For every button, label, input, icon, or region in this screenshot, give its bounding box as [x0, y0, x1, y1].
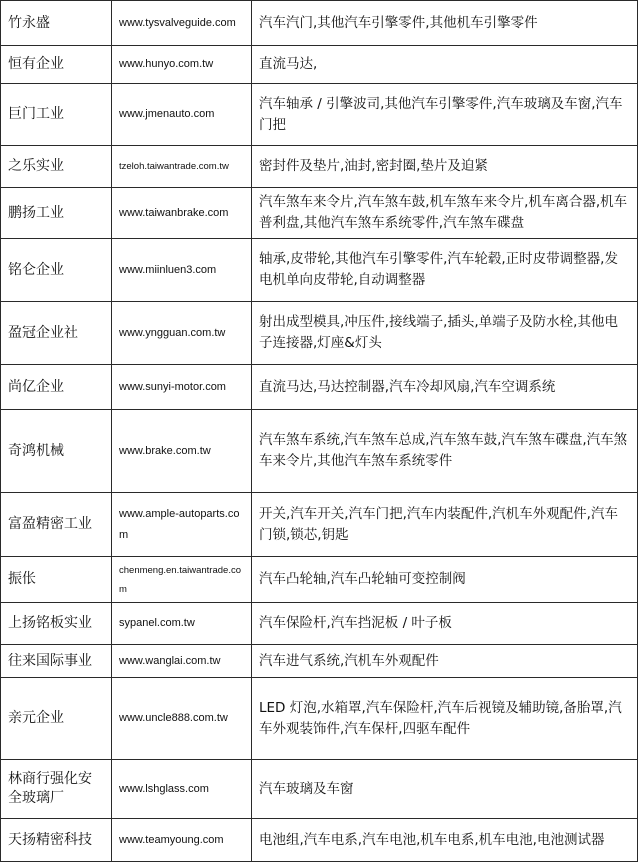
table-row — [1, 146, 638, 188]
company-name-cell: 尚亿企业 — [1, 365, 112, 410]
table-row — [1, 302, 638, 365]
products-cell: 轴承,皮带轮,其他汽车引擎零件,汽车轮毂,正时皮带调整器,发电机单向皮带轮,自动调整器 — [252, 239, 638, 302]
company-name-cell: 富盈精密工业 — [1, 493, 112, 557]
products-cell: 汽车凸轮轴,汽车凸轮轴可变控制阀 — [252, 557, 638, 603]
products-cell: 密封件及垫片,油封,密封圈,垫片及迫紧 — [252, 146, 638, 188]
website-cell: www.tysvalveguide.com — [112, 1, 252, 46]
table-row — [1, 84, 638, 146]
products-cell: 汽车保险杆,汽车挡泥板 / 叶子板 — [252, 603, 638, 645]
website-cell: sypanel.com.tw — [112, 603, 252, 645]
table-row — [1, 678, 638, 760]
website-cell: tzeloh.taiwantrade.com.tw — [112, 146, 252, 188]
company-name-cell: 之乐实业 — [1, 146, 112, 188]
products-cell: 电池组,汽车电系,汽车电池,机车电系,机车电池,电池测试器 — [252, 819, 638, 862]
products-cell: 开关,汽车开关,汽车门把,汽车内装配件,汽机车外观配件,汽车门锁,锁芯,钥匙 — [252, 493, 638, 557]
company-name-cell: 上扬铭板实业 — [1, 603, 112, 645]
table-row — [1, 493, 638, 557]
company-name-cell: 奇鸿机械 — [1, 410, 112, 493]
products-cell: 汽车玻璃及车窗 — [252, 760, 638, 819]
website-cell: chenmeng.en.taiwantrade.com — [112, 557, 252, 603]
products-cell: 汽车汽门,其他汽车引擎零件,其他机车引擎零件 — [252, 1, 638, 46]
website-cell: www.taiwanbrake.com — [112, 188, 252, 239]
company-name-cell: 林商行强化安全玻璃厂 — [1, 760, 112, 819]
company-name-cell: 盈冠企业社 — [1, 302, 112, 365]
website-cell: www.jmenauto.com — [112, 84, 252, 146]
website-cell: www.uncle888.com.tw — [112, 678, 252, 760]
website-cell: www.yngguan.com.tw — [112, 302, 252, 365]
table-row — [1, 819, 638, 862]
products-cell: 汽车煞车系统,汽车煞车总成,汽车煞车鼓,汽车煞车碟盘,汽车煞车来令片,其他汽车煞车系统零件 — [252, 410, 638, 493]
table-row — [1, 603, 638, 645]
table-row — [1, 645, 638, 678]
table-row — [1, 188, 638, 239]
website-cell: www.sunyi-motor.com — [112, 365, 252, 410]
website-cell: www.miinluen3.com — [112, 239, 252, 302]
company-name-cell: 鹏扬工业 — [1, 188, 112, 239]
products-cell: 直流马达, — [252, 46, 638, 84]
table-row — [1, 1, 638, 46]
website-cell: www.hunyo.com.tw — [112, 46, 252, 84]
company-name-cell: 恒有企业 — [1, 46, 112, 84]
products-cell: 直流马达,马达控制器,汽车冷却风扇,汽车空调系统 — [252, 365, 638, 410]
website-cell: www.brake.com.tw — [112, 410, 252, 493]
company-name-cell: 巨门工业 — [1, 84, 112, 146]
website-cell: www.teamyoung.com — [112, 819, 252, 862]
website-cell: www.lshglass.com — [112, 760, 252, 819]
website-cell: www.wanglai.com.tw — [112, 645, 252, 678]
company-name-cell: 天扬精密科技 — [1, 819, 112, 862]
company-name-cell: 竹永盛 — [1, 1, 112, 46]
company-name-cell: 铭仑企业 — [1, 239, 112, 302]
products-cell: LED 灯泡,水箱罩,汽车保险杆,汽车后视镜及辅助镜,备胎罩,汽车外观装饰件,汽车保杆,四驱车配件 — [252, 678, 638, 760]
table-row — [1, 760, 638, 819]
company-name-cell: 亲元企业 — [1, 678, 112, 760]
products-cell: 汽车轴承 / 引擎波司,其他汽车引擎零件,汽车玻璃及车窗,汽车门把 — [252, 84, 638, 146]
website-cell: www.ample-autoparts.com — [112, 493, 252, 557]
company-name-cell: 往来国际事业 — [1, 645, 112, 678]
company-name-cell: 振伥 — [1, 557, 112, 603]
products-cell: 汽车煞车来令片,汽车煞车鼓,机车煞车来令片,机车离合器,机车普利盘,其他汽车煞车系统零件,汽车煞车碟盘 — [252, 188, 638, 239]
products-cell: 射出成型模具,冲压件,接线端子,插头,单端子及防水栓,其他电子连接器,灯座&灯头 — [252, 302, 638, 365]
table-row — [1, 365, 638, 410]
products-cell: 汽车进气系统,汽机车外观配件 — [252, 645, 638, 678]
table-row — [1, 46, 638, 84]
table-row — [1, 410, 638, 493]
table-row — [1, 557, 638, 603]
table-row — [1, 239, 638, 302]
